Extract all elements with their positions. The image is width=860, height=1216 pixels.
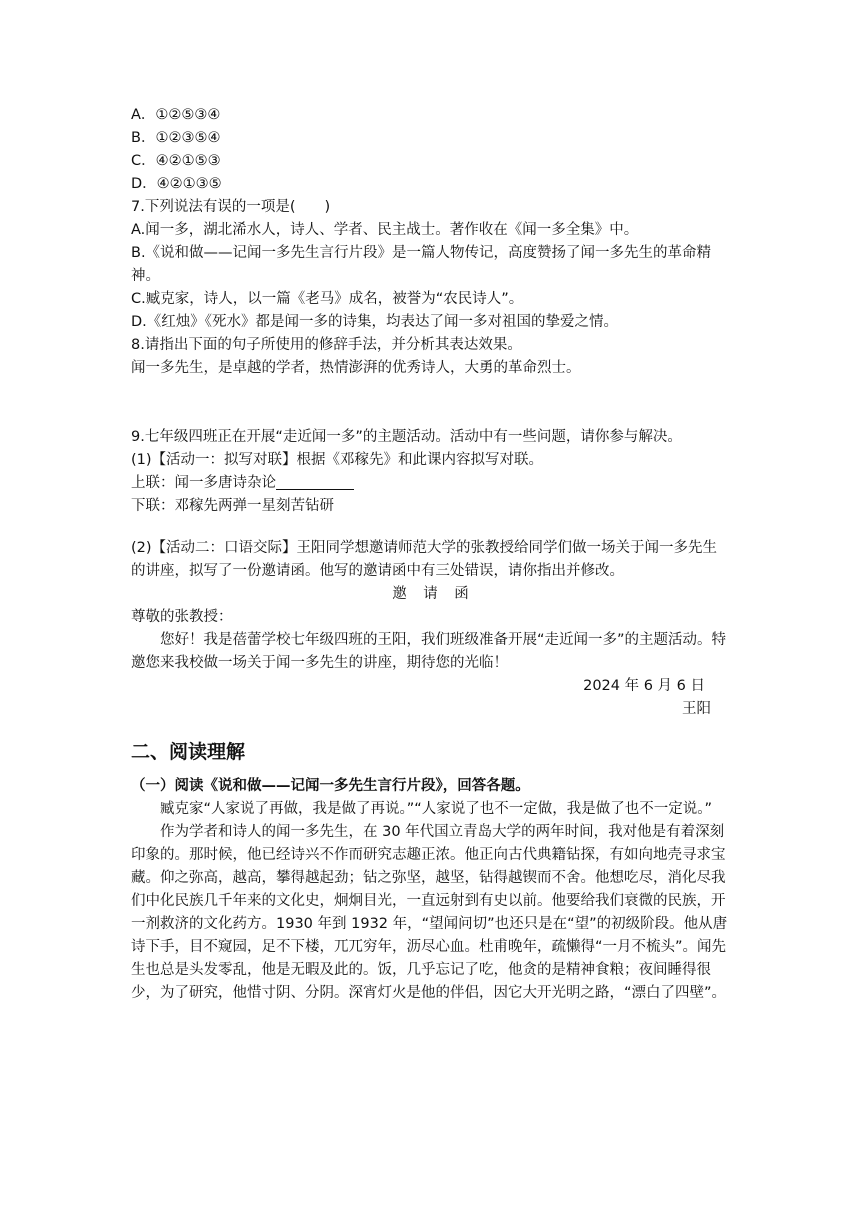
answer-blank[interactable] xyxy=(276,473,354,490)
letter-title: 邀 请 函 xyxy=(392,586,470,602)
option-a: A．①②⑤③④ xyxy=(131,107,221,123)
couplet-lower: 下联：邓稼先两弹一星刻苦钻研 xyxy=(131,498,334,514)
activity-2-title: (2)【活动二：口语交际】王阳同学想邀请师范大学的张教授给同学们做一场关于闻一多先生的讲座，拟写了一份邀请函。他写的邀请函中有三处错误，请你指出并修改。 xyxy=(131,540,718,579)
question-7-option-c: C.臧克家，诗人，以一篇《老马》成名，被誉为“农民诗人”。 xyxy=(131,291,524,307)
document-page xyxy=(131,104,731,1005)
reading-paragraph-2: 作为学者和诗人的闻一多先生，在 30 年代国立青岛大学的两年时间，我对他是有着深刻印象的。那时候，他已经诗兴不作而研究志趣正浓。他正向古代典籍钻探，有如向地壳寻求宝藏。仰之弥高，越高，攀得越起劲；钻之弥坚，越坚，钻得越锲而不舍。他想吃尽，消化尽我们中化民族几千年来的文化史，炯炯目光，一直远射到有史以前。他要给我们衰微的民族，开一剂救济的文化药方。1930 年到 1932 年，“望闻问切”也还只是在“望”的初级阶段。他从唐诗下手，目不窥园，足不下楼，兀兀穷年，沥尽心血。杜甫晚年，疏懒得“一月不梳头”。闻先生也总是头发零乱，他是无暇及此的。饭，几乎忘记了吃，他贪的是精神食粮；夜间睡得很少，为了研究，他惜寸阴、分阴。深宵灯火是他的伴侣，因它大开光明之路，“漂白了四壁”。 xyxy=(131,824,728,1001)
activity-1-title: (1)【活动一：拟写对联】根据《邓稼先》和此课内容拟写对联。 xyxy=(131,452,544,468)
letter-date: 2024 年 6 月 6 日 xyxy=(583,678,705,694)
letter-body: 您好！我是蓓蕾学校七年级四班的王阳，我们班级准备开展“走近闻一多”的主题活动。特邀您来我校做一场关于闻一多先生的讲座，期待您的光临！ xyxy=(131,632,727,671)
option-c: C．④②①⑤③ xyxy=(131,153,221,169)
question-8-sentence: 闻一多先生，是卓越的学者，热情澎湃的优秀诗人，大勇的革命烈士。 xyxy=(131,360,581,376)
section-heading: 二、阅读理解 xyxy=(131,741,246,763)
reading-subheading: （一）阅读《说和做——记闻一多先生言行片段》，回答各题。 xyxy=(131,778,530,794)
reading-paragraph-1: 臧克家“人家说了再做，我是做了再说。”“人家说了也不一定做，我是做了也不一定说。” xyxy=(160,801,713,817)
question-9-stem: 9.七年级四班正在开展“走近闻一多”的主题活动。活动中有一些问题，请你参与解决。 xyxy=(131,429,682,445)
option-d: D．④②①③⑤ xyxy=(131,176,222,192)
question-7-option-b: B.《说和做——记闻一多先生言行片段》是一篇人物传记，高度赞扬了闻一多先生的革命精神。 xyxy=(131,245,712,284)
letter-salutation: 尊敬的张教授： xyxy=(131,609,233,625)
question-7-stem: 7.下列说法有误的一项是( ) xyxy=(131,199,331,215)
question-8-stem: 8.请指出下面的句子所使用的修辞手法，并分析其表达效果。 xyxy=(131,337,522,353)
couplet-upper: 上联：闻一多唐诗杂论 xyxy=(131,472,731,495)
letter-signer: 王阳 xyxy=(682,701,711,717)
question-7-option-d: D.《红烛》《死水》都是闻一多的诗集，均表达了闻一多对祖国的挚爱之情。 xyxy=(131,314,619,330)
question-7-option-a: A.闻一多，湖北浠水人，诗人、学者、民主战士。著作收在《闻一多全集》中。 xyxy=(131,222,639,238)
option-b: B．①②③⑤④ xyxy=(131,130,221,146)
